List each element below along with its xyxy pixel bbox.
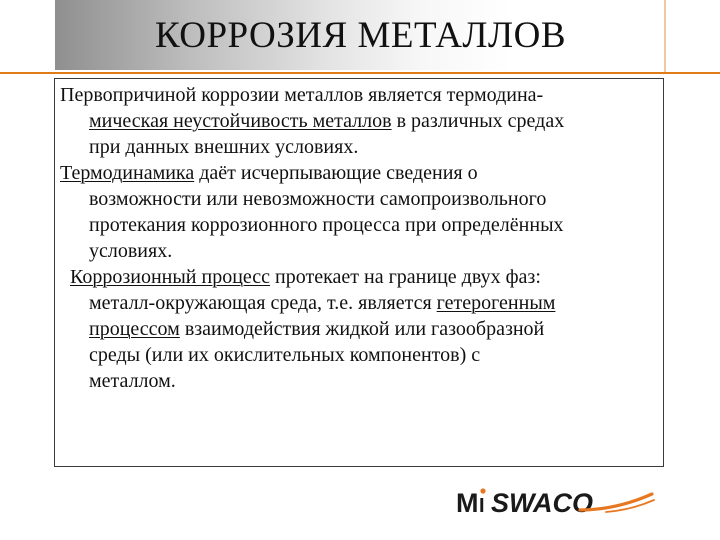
content-body — [60, 82, 660, 394]
underlined-term: Коррозионный процесс — [70, 266, 271, 288]
logo-text-m: M — [456, 488, 479, 518]
underlined-term: гетерогенным — [436, 292, 556, 314]
text-run: среды (или их окислительных компонентов) с — [89, 344, 481, 366]
text-run: металл-окружающая среда, т.е. является — [89, 292, 437, 314]
text-run: в различных средах — [391, 110, 565, 132]
title-divider-line — [0, 72, 720, 74]
text-run: возможности или невозможности самопроизвольного — [89, 188, 547, 210]
text-run: даёт исчерпывающие сведения о — [194, 162, 478, 184]
slide-title: КОРРОЗИЯ МЕТАЛЛОВ — [154, 15, 567, 56]
underlined-term: Термодинамика — [60, 162, 195, 184]
text-run: взаимодействия жидкой или газообразной — [179, 318, 545, 340]
logo-text-swaco: SWACO — [491, 488, 594, 518]
underlined-term: мическая неустойчивость металлов — [89, 110, 392, 132]
text-run: при данных внешних условиях. — [89, 136, 359, 158]
text-run: Первопричиной коррозии металлов является термодина- — [60, 84, 544, 106]
logo-text-i: I — [479, 495, 485, 517]
text-run: протекает на границе двух фаз: — [270, 266, 541, 288]
paragraph-thermodynamics — [60, 160, 660, 264]
underlined-term: процессом — [89, 318, 180, 340]
paragraph-corrosion-process — [60, 264, 660, 394]
title-bar — [55, 0, 666, 70]
text-run: условиях. — [89, 240, 173, 262]
title-divider-tick — [664, 0, 666, 72]
logo-dot — [480, 488, 485, 493]
paragraph-thermodynamic-instability — [60, 82, 660, 160]
text-run: металлом. — [89, 370, 176, 392]
mi-swaco-logo — [456, 486, 656, 518]
text-run: протекания коррозионного процесса при определённых — [89, 214, 564, 236]
